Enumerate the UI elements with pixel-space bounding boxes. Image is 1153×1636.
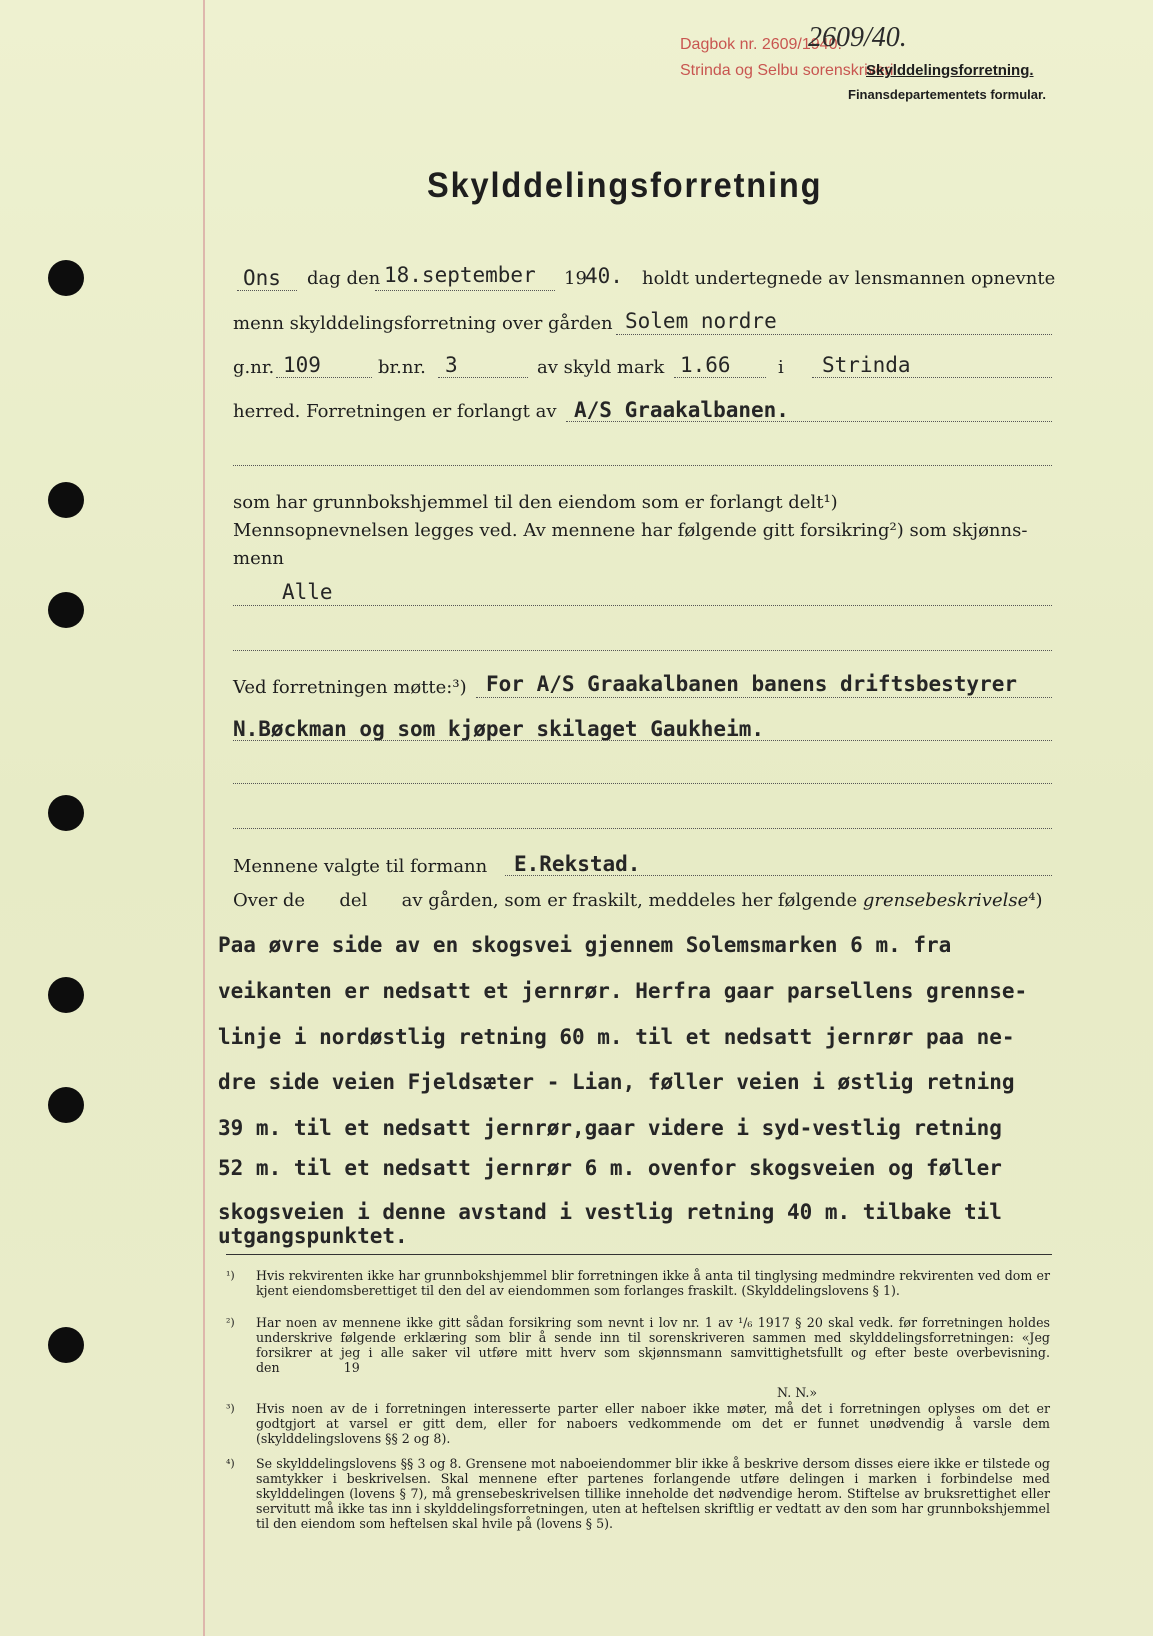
line2-text: menn skylddelingsforretning over gården [233, 313, 613, 334]
footnote-2-signature: N. N.» [777, 1385, 818, 1400]
attended-line-2: N.Bøckman og som kjøper skilaget Gaukheim. [233, 717, 765, 741]
attended-label: Ved forretningen møtte:³) [233, 677, 467, 698]
office-stamp: Strinda og Selbu sorenskriveri [680, 62, 894, 79]
boundary-line: skogsveien i denne avstand i vestlig retning 40 m. tilbake til [218, 1200, 1002, 1224]
chair-name: E.Rekstad. [514, 852, 641, 876]
boundary-line: dre side veien Fjeldsæter - Lian, føller veien i østlig retning [218, 1070, 1015, 1094]
boundary-intro-italic: grensebeskrivelse [862, 890, 1029, 911]
gnr-label: g.nr. [233, 357, 275, 378]
journal-number-handwritten: 2609/40. [808, 22, 907, 53]
year-prefix: 19 [564, 268, 587, 289]
footnote-rule [226, 1254, 1052, 1255]
doc-type-header: Skylddelingsforretning. [866, 62, 1034, 79]
weekday: Ons [243, 266, 281, 290]
dag-den-label: dag den [307, 268, 381, 289]
requester: A/S Graakalbanen. [574, 398, 789, 422]
footnote-1: Hvis rekvirenten ikke har grunnbokshjemmel blir forretningen ikke å anta til tinglysing medmindre rekvirenten ved dom er kjent eiendomsberettiget til den del av eiendommen som forlanges fraskilt. (Skylddelingslovens § 1). [256, 1268, 1050, 1298]
line6-text: Mennsopnevnelsen legges ved. Av mennene har følgende gitt forsikring²) som skjønns- [233, 520, 1028, 541]
footnote-mark: ²) [226, 1316, 235, 1329]
boundary-intro-text: Over de del av gården, som er fraskilt, meddeles her følgende [233, 890, 858, 911]
bnr-value: 3 [445, 353, 458, 377]
insurers: Alle [282, 580, 333, 604]
line1-text: holdt undertegnede av lensmannen opnevnte [642, 268, 1056, 289]
boundary-line: Paa øvre side av en skogsvei gjennem Solemsmarken 6 m. fra [218, 933, 952, 957]
boundary-line: linje i nordøstlig retning 60 m. til et nedsatt jernrør paa ne- [218, 1025, 1015, 1049]
bnr-label: br.nr. [378, 357, 426, 378]
punch-hole [48, 592, 84, 628]
year: 40. [585, 264, 623, 288]
footnote-2: Har noen av mennene ikke gitt sådan forsikring som nevnt i lov nr. 1 av ¹/₆ 1917 § 20 skal vedk. før forretningen holdes underskrive følgende erklæring som blir å sende inn til sorenskriveren sammen med skylddelingsforretningen: «Jeg forsikrer at jeg i alle saker vil utføre mitt hverv som skjønnsmann samvittighetsfullt og efter beste overbevisning. den 19 [256, 1315, 1115, 1375]
journal-stamp: Dagbok nr. 2609/1940. [680, 36, 842, 53]
boundary-intro-footnote-mark: ⁴) [1028, 890, 1043, 911]
footnote-mark: ³) [226, 1402, 235, 1415]
punch-hole [48, 482, 84, 518]
punch-hole [48, 1087, 84, 1123]
line5-text: som har grunnbokshjemmel til den eiendom som er forlangt delt¹) [233, 492, 838, 513]
punch-hole [48, 977, 84, 1013]
attended-line-1: For A/S Graakalbanen banens driftsbestyrer [486, 672, 1018, 696]
footnote-mark: ⁴) [226, 1457, 235, 1470]
date: 18.september [384, 263, 536, 287]
gnr-value: 109 [283, 353, 321, 377]
punch-hole [48, 795, 84, 831]
farm-name: Solem nordre [625, 309, 777, 333]
boundary-line: 52 m. til et nedsatt jernrør 6 m. ovenfor skogsveien og føller [218, 1156, 1002, 1180]
line7-text: menn [233, 548, 284, 569]
footnote-mark: ¹) [226, 1269, 235, 1282]
skyld-value: 1.66 [680, 353, 731, 377]
footnote-3: Hvis noen av de i forretningen interesserte parter eller naboer ikke møter, må det i forretningen oplyses om det er godtgjort at varsel er gitt dem, eller for naboers vedkommende om det er funnet unødvendig å varsle dem (skylddelingslovens §§ 2 og 8). [256, 1401, 1050, 1446]
municipality: Strinda [822, 353, 911, 377]
footnote-4: Se skylddelingslovens §§ 3 og 8. Grensene mot naboeiendommer blir ikke å beskrive dersom disses eiere ikke er tilstede og samtykker i beskrivelsen. Skal mennene efter partenes forlangende utføre delingen i marken i forbindelse med skylddelingen (lovens § 7), må grensebeskrivelsen tillike inneholde det nødvendige herom. Stiftelse av bruksrettighet eller servitutt må ikke tas inn i skylddelingsforretningen, uten at heftelsen skriftlig er vedtatt av den som har grunnbokshjemmel til den eiendom som heftelsen skal hvile på (lovens § 5). [256, 1456, 1050, 1531]
boundary-line: utgangspunktet. [218, 1224, 408, 1248]
boundary-intro [233, 890, 1043, 911]
boundary-line: 39 m. til et nedsatt jernrør,gaar videre i syd-vestlig retning [218, 1116, 1002, 1140]
skyld-label: av skyld mark [537, 357, 665, 378]
punch-hole [48, 260, 84, 296]
punch-hole [48, 1327, 84, 1363]
line4-text: herred. Forretningen er forlangt av [233, 401, 557, 422]
i-label: i [778, 357, 784, 378]
margin-line [203, 0, 205, 1636]
chair-label: Mennene valgte til formann [233, 856, 488, 877]
boundary-line: veikanten er nedsatt et jernrør. Herfra gaar parsellens grennse- [218, 979, 1028, 1003]
ministry-form: Finansdepartementets formular. [848, 87, 1046, 102]
page-title: Skylddelingsforretning [427, 166, 823, 205]
